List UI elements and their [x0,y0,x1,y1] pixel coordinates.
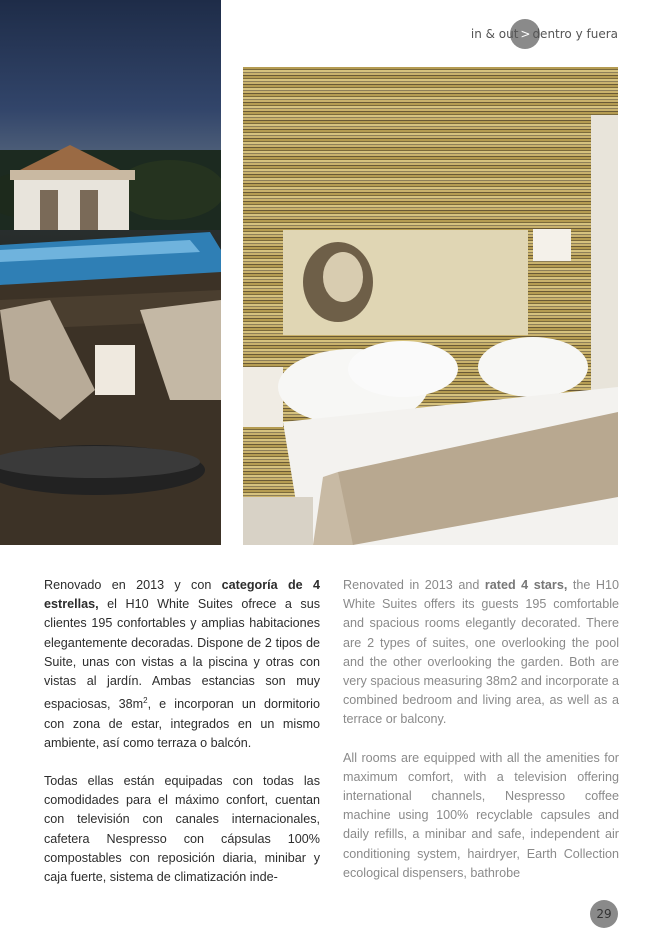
section-header [471,18,618,50]
bedroom-photo [243,67,618,545]
pool-photo [0,0,221,545]
section-separator: > [510,19,540,49]
spanish-paragraph-1: Renovado en 2013 y con categoría de 4 estrellas, el H10 White Suites ofrece a sus clientes 195 confortables y amplias habitaciones elegantemente decoradas. Dispone de 2 tipos de Suite, unas con vistas a la piscina y otras con vistas al jardín. Ambas estancias son muy espaciosas, $38m^2$, e incorporan un dormitorio con zona de estar, integrados en un mismo ambiente, así como terraza o balcón. [44,578,320,750]
spanish-highlight: categoría de 4 estrellas, [44,578,320,612]
section-label-english: in & out [470,27,519,41]
english-highlight: rated 4 stars, [484,578,568,592]
spanish-column [44,576,320,906]
english-column [343,576,619,902]
page-number: 29 [590,900,618,928]
spanish-paragraph-2: Todas ellas están equipadas con todas las comodidades para el máximo confort, cuentan con televisión con canales internacionales, cafetera Nespresso con cápsulas 100% compostables con reposición diaria, minibar y caja fuerte, sistema de climatización inde- [44,774,320,885]
english-paragraph-2: All rooms are equipped with all the amenities for maximum comfort, with a television offering international channels, Nespresso coffee machine using 100% recyclable capsules and daily refills, a minibar and safe, independent air conditioning system, hairdryer, Earth Collection ecological dispensers, bathrobe [343,750,619,880]
english-paragraph-1: Renovated in 2013 and rated 4 stars, the H10 White Suites offers its guests 195 comfortable and spacious rooms elegantly decorated. There are 2 types of suites, one overlooking the pool and the other overlooking the garden. Both are very spacious measuring 38m2 and incorporate a combined bedroom and living area, as well as a terrace or balcony. [343,578,619,727]
section-label-spanish: dentro y fuera [532,27,618,41]
